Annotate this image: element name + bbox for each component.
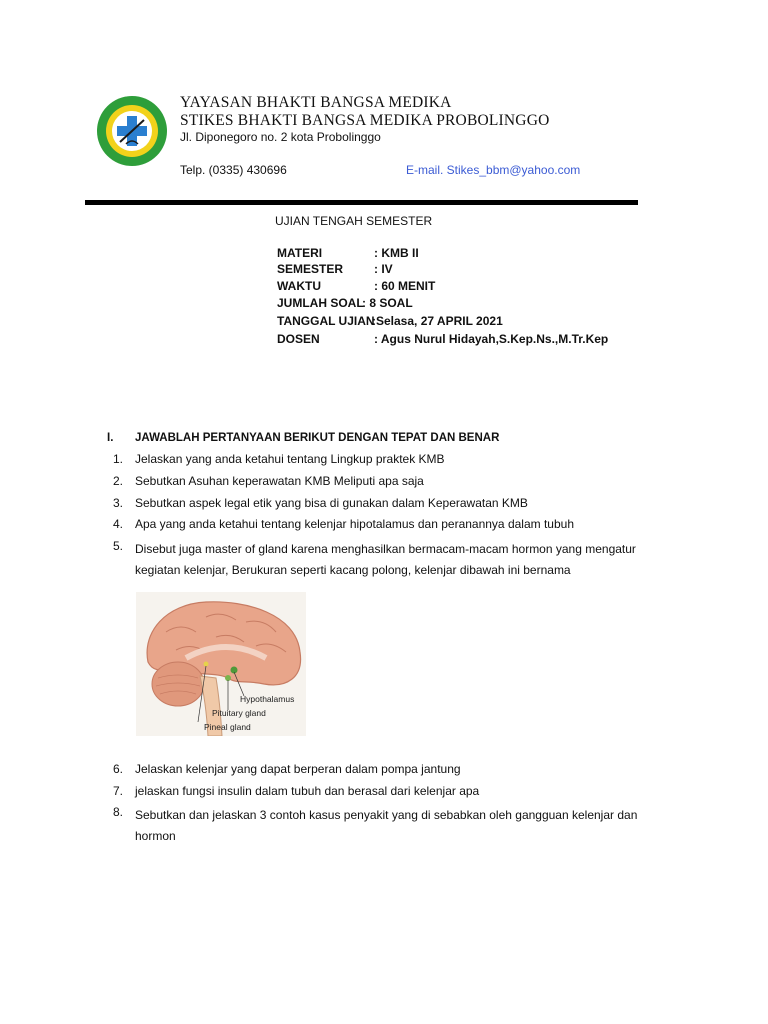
- meta-row: [0, 314, 768, 330]
- question-number: 2.: [113, 474, 124, 488]
- exam-title: UJIAN TENGAH SEMESTER: [275, 214, 433, 228]
- org-name: YAYASAN BHAKTI BANGSA MEDIKA: [180, 94, 452, 111]
- meta-value: : IV: [374, 262, 393, 276]
- question-text: jelaskan fungsi insulin dalam tubuh dan berasal dari kelenjar apa: [135, 784, 480, 798]
- meta-label: WAKTU: [277, 279, 321, 293]
- question-number: 8.: [113, 805, 124, 819]
- header-divider: [85, 200, 638, 205]
- meta-value: : 8 SOAL: [362, 296, 413, 310]
- meta-value: : Agus Nurul Hidayah,S.Kep.Ns.,M.Tr.Kep: [374, 332, 609, 346]
- institution-logo: [96, 94, 168, 168]
- meta-value: :Selasa, 27 APRIL 2021: [372, 314, 503, 328]
- meta-label: DOSEN: [277, 332, 320, 346]
- brain-diagram: [136, 592, 306, 736]
- meta-value: : 60 MENIT: [374, 279, 436, 293]
- school-name: STIKES BHAKTI BANGSA MEDIKA PROBOLINGGO: [180, 112, 550, 129]
- question-text: Sebutkan dan jelaskan 3 contoh kasus penyakit yang di sebabkan oleh gangguan kelenjar dan hormon: [135, 808, 638, 843]
- section-number: I.: [107, 432, 114, 444]
- question-number: 3.: [113, 496, 124, 510]
- question-text: Jelaskan yang anda ketahui tentang Lingkup praktek KMB: [135, 452, 445, 466]
- question-text: Sebutkan aspek legal etik yang bisa di gunakan dalam Keperawatan KMB: [135, 496, 528, 510]
- question-number: 7.: [113, 784, 124, 798]
- meta-label: SEMESTER: [277, 262, 344, 276]
- meta-value: : KMB II: [374, 246, 419, 260]
- label-pituitary: Pituitary gland: [212, 708, 266, 718]
- meta-row: [0, 262, 768, 278]
- section-title: JAWABLAH PERTANYAAN BERIKUT DENGAN TEPAT DAN BENAR: [135, 432, 500, 444]
- meta-label: TANGGAL UJIAN: [277, 314, 375, 328]
- meta-row: [0, 279, 768, 295]
- question-number: 5.: [113, 539, 124, 553]
- label-pineal: Pineal gland: [204, 722, 251, 732]
- phone: Telp. (0335) 430696: [180, 163, 287, 177]
- question-text: Sebutkan Asuhan keperawatan KMB Meliputi apa saja: [135, 474, 424, 488]
- address: Jl. Diponegoro no. 2 kota Probolinggo: [180, 130, 381, 144]
- question-text: Apa yang anda ketahui tentang kelenjar hipotalamus dan peranannya dalam tubuh: [135, 517, 574, 531]
- meta-row: [0, 246, 768, 262]
- email: E-mail. Stikes_bbm@yahoo.com: [406, 163, 581, 177]
- meta-row: [0, 296, 768, 312]
- question-number: 4.: [113, 517, 124, 531]
- question-number: 1.: [113, 452, 124, 466]
- meta-label: JUMLAH SOAL: [277, 296, 364, 310]
- question-number: 6.: [113, 762, 124, 776]
- label-hypothalamus: Hypothalamus: [240, 694, 295, 704]
- meta-row: [0, 332, 768, 348]
- question-text: Disebut juga master of gland karena menghasilkan bermacam-macam hormon yang mengatur kegiatan kelenjar, Berukuran seperti kacang polong, kelenjar dibawah ini bernama: [135, 542, 636, 577]
- meta-label: MATERI: [277, 246, 323, 260]
- question-text: Jelaskan kelenjar yang dapat berperan dalam pompa jantung: [135, 762, 461, 776]
